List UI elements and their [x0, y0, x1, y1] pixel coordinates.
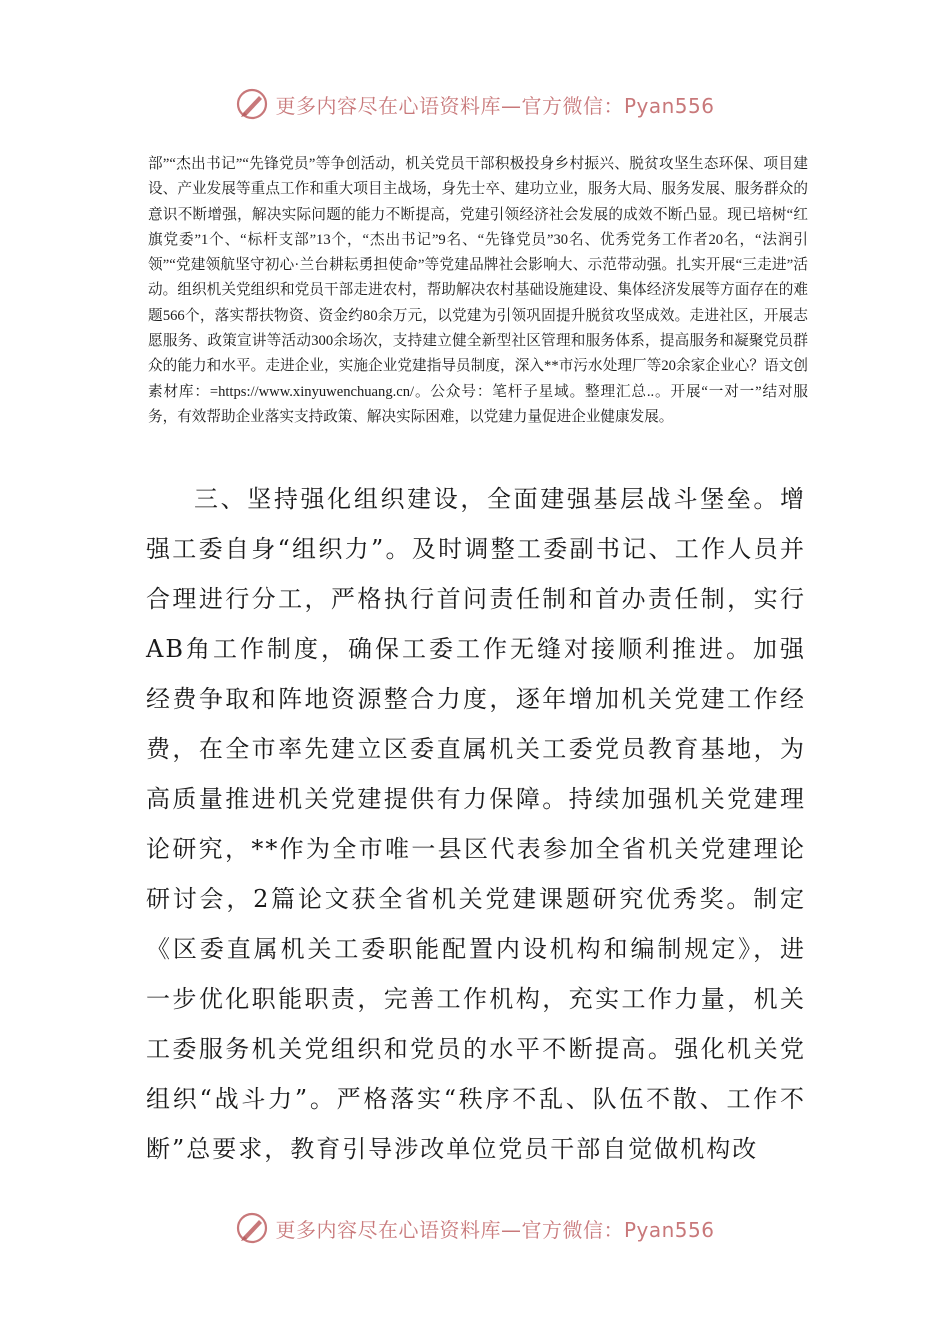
- footer-banner-text: 更多内容尽在心语资料库—官方微信：Pyan556: [275, 1217, 715, 1242]
- pen-logo-icon: [235, 87, 269, 121]
- body-paragraph-large: [146, 474, 806, 1174]
- header-banner-text: 更多内容尽在心语资料库—官方微信：Pyan556: [275, 93, 715, 118]
- header-banner: [0, 84, 950, 124]
- pen-logo-icon: [235, 1211, 269, 1245]
- body-paragraph-small: [148, 152, 808, 430]
- footer-banner: [0, 1208, 950, 1248]
- paragraph-2: 三、坚持强化组织建设，全面建强基层战斗堡垒。增强工委自身“组织力”。及时调整工委副书记、工作人员并合理进行分工，严格执行首问责任制和首办责任制，实行AB角工作制度，确保工委工作无缝对接顺利推进。加强经费争取和阵地资源整合力度，逐年增加机关党建工作经费，在全市率先建立区委直属机关工委党员教育基地，为高质量推进机关党建提供有力保障。持续加强机关党建理论研究，**作为全市唯一县区代表参加全省机关党建理论研讨会，2篇论文获全省机关党建课题研究优秀奖。制定《区委直属机关工委职能配置内设机构和编制规定》，进一步优化职能职责，完善工作机构，充实工作力量，机关工委服务机关党组织和党员的水平不断提高。强化机关党组织“战斗力”。严格落实“秩序不乱、队伍不散、工作不断”总要求，教育引导涉改单位党员干部自觉做机构改: [146, 485, 806, 1163]
- paragraph-1: 部”“杰出书记”“先锋党员”等争创活动，机关党员干部积极投身乡村振兴、脱贫攻坚生态环保、项目建设、产业发展等重点工作和重大项目主战场，身先士卒、建功立业，服务大局、服务发展、服务群众的意识不断增强，解决实际问题的能力不断提高，党建引领经济社会发展的成效不断凸显。现已培树“红旗党委”1个、“标杆支部”13个，“杰出书记”9名、“先锋党员”30名、优秀党务工作者20名，“法润引领”“党建领航坚守初心·兰台耕耘勇担使命”等党建品牌社会影响大、示范带动强。扎实开展“三走进”活动。组织机关党组织和党员干部走进农村，帮助解决农村基础设施建设、集体经济发展等方面存在的难题566个，落实帮扶物资、资金约80余万元，以党建为引领巩固提升脱贫攻坚成效。走进社区，开展志愿服务、政策宣讲等活动300余场次，支持建立健全新型社区管理和服务体系，提高服务和凝聚党员群众的能力和水平。走进企业，实施企业党建指导员制度，深入**市污水处理厂等20余家企业心？语文创素材库：=https://www.xinyuwenchuang.cn/。公众号：笔杆子星域。整理汇总..。开展“一对一”结对服务，有效帮助企业落实支持政策、解决实际困难，以党建力量促进企业健康发展。: [148, 156, 808, 425]
